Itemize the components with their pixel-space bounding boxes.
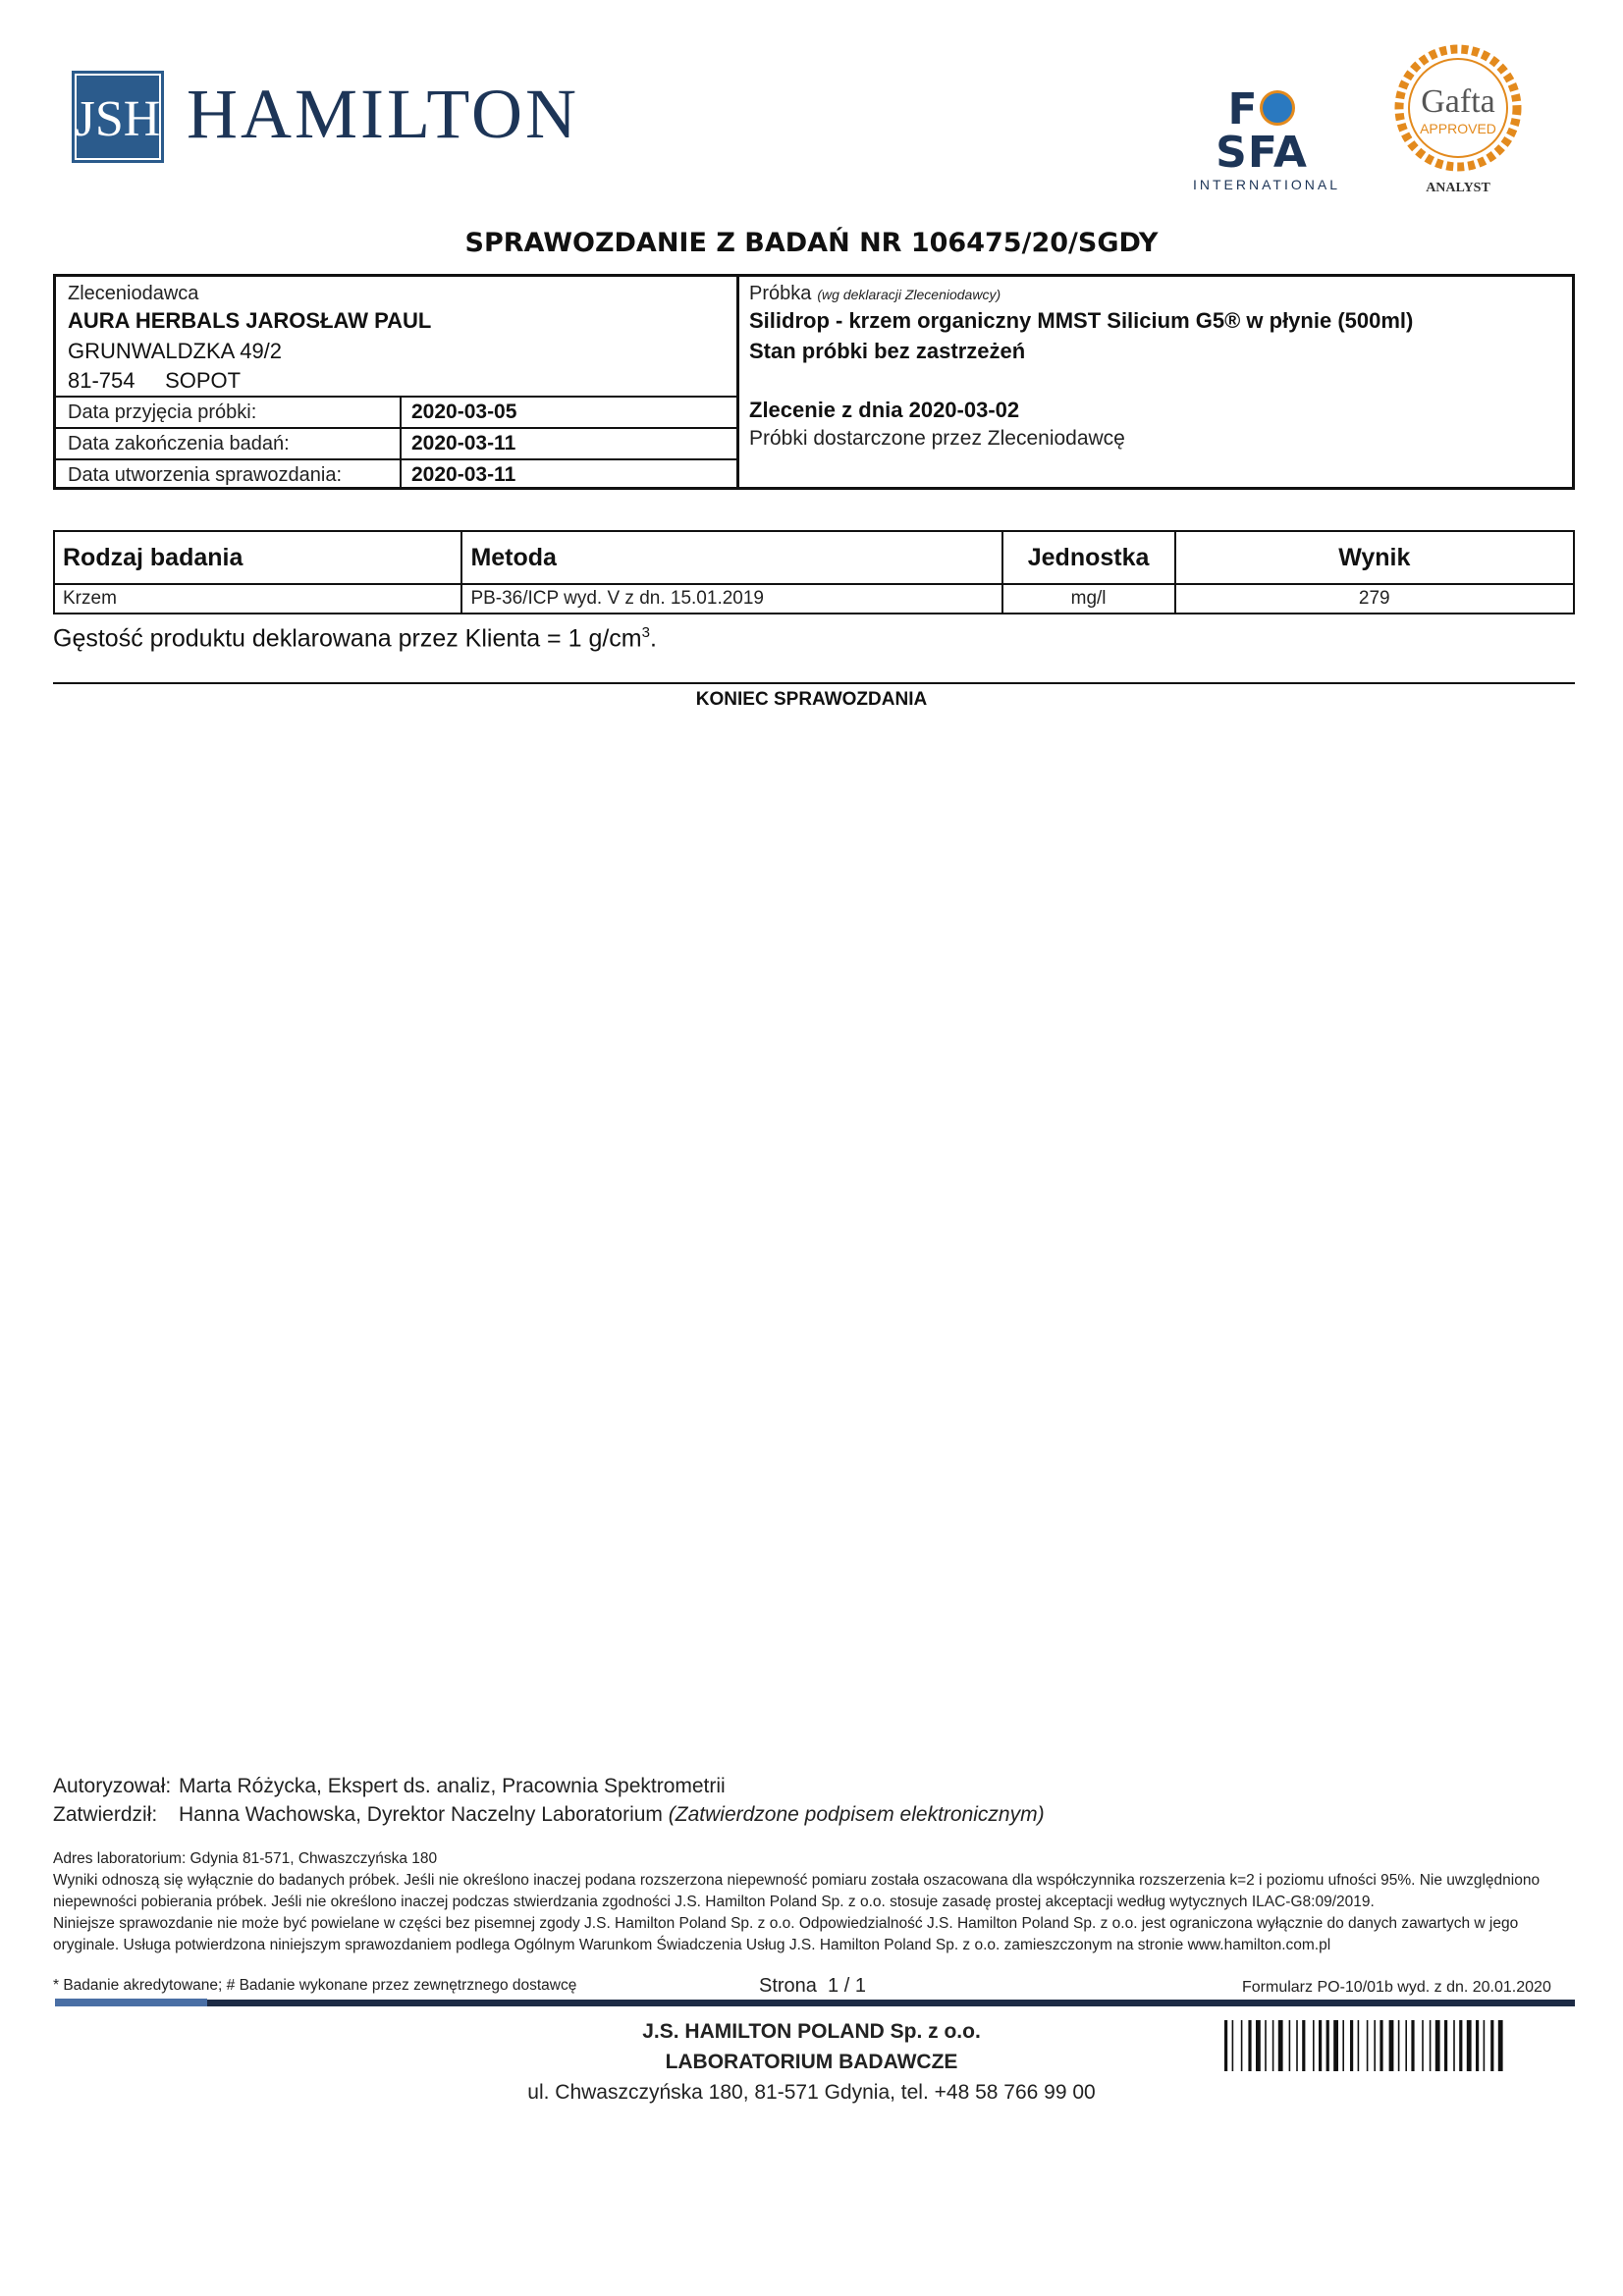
barcode-bar: [1319, 2020, 1322, 2071]
barcode-bar: [1453, 2020, 1455, 2071]
fosfa-logo-subtitle: INTERNATIONAL: [1193, 177, 1340, 192]
barcode-bar: [1498, 2020, 1503, 2071]
barcode-bar: [1476, 2020, 1479, 2071]
approved-by-label: Zatwierdził:: [53, 1803, 158, 1826]
sample-state: Stan próbki bez zastrzeżeń: [749, 339, 1026, 363]
column-header-unit: Jednostka: [1002, 531, 1175, 584]
barcode-bar: [1389, 2020, 1394, 2071]
uncertainty-paragraph: Wyniki odnoszą się wyłącznie do badanych próbek. Jeśli nie określono inaczej podana rozszerzona niepewność pomiaru została oszacowana dla współczynnika rozszerzenia k=2 i poziomu ufności 95%. Nie uwzględniono niepewności pobierania próbek. Jeśli nie określono inaczej podczas stwierdzania zgodności J.S. Hamilton Poland Sp. z o.o. stosuje zasadę prostej akceptacji według wytycznych ILAC-G8:09/2019.: [53, 1872, 1541, 1910]
barcode-bar: [1272, 2020, 1274, 2071]
gafta-text: Gafta: [1421, 83, 1495, 120]
barcode-bar: [1289, 2020, 1291, 2071]
divider: [56, 396, 739, 398]
fine-print: [53, 1848, 1570, 1956]
fosfa-logo: [1193, 84, 1340, 192]
barcode-bar: [1490, 2020, 1493, 2071]
form-number: Formularz PO-10/01b wyd. z dn. 20.01.2020: [1242, 1979, 1551, 1996]
footnote: * Badanie akredytowane; # Badanie wykonane przez zewnętrznego dostawcę: [53, 1977, 577, 1994]
client-street: GRUNWALDZKA 49/2: [68, 339, 283, 363]
test-name-cell: Krzem: [54, 584, 461, 614]
gafta-approved-text: APPROVED: [1420, 121, 1496, 136]
hamilton-logo-icon: [72, 71, 164, 163]
barcode-bar: [1444, 2020, 1447, 2071]
barcode-bar: [1405, 2020, 1407, 2071]
approved-by-value: Hanna Wachowska, Dyrektor Naczelny Laboratorium: [179, 1803, 663, 1826]
divider: [400, 396, 402, 490]
company-name: J.S. HAMILTON POLAND Sp. z o.o.: [642, 2020, 981, 2043]
barcode-bar: [1313, 2020, 1315, 2071]
barcode-bar: [1467, 2020, 1472, 2071]
sample-label-note: (wg deklaracji Zleceniodawcy): [817, 287, 1001, 302]
density-note: [53, 624, 657, 653]
barcode-bar: [1296, 2020, 1298, 2071]
barcode-bar: [1411, 2020, 1414, 2071]
barcode-bar: [1367, 2020, 1369, 2071]
sample-label: Próbka: [749, 283, 812, 304]
barcode-bar: [1342, 2020, 1344, 2071]
company-address: ul. Chwaszczyńska 180, 81-571 Gdynia, tel. +48 58 766 99 00: [527, 2081, 1096, 2104]
date-received-label: Data przyjęcia próbki:: [68, 401, 257, 423]
footer-accent-bar: [55, 1999, 207, 2006]
barcode-bar: [1256, 2020, 1261, 2071]
density-period: .: [649, 624, 657, 653]
brand-name: HAMILTON: [187, 75, 580, 153]
info-divider: [736, 277, 739, 487]
gafta-analyst-text: ANALYST: [1426, 181, 1490, 195]
barcode-bar: [1265, 2020, 1267, 2071]
delivery-note: Próbki dostarczone przez Zleceniodawcę: [749, 427, 1125, 450]
report-title: SPRAWOZDANIE Z BADAŃ NR 106475/20/SGDY: [464, 228, 1159, 258]
density-superscript: 3: [641, 624, 650, 641]
table-row: [54, 584, 1574, 614]
barcode-bar: [1232, 2020, 1234, 2071]
barcode-bar: [1326, 2020, 1329, 2071]
globe-icon: [1260, 90, 1295, 126]
client-name: AURA HERBALS JAROSŁAW PAUL: [68, 308, 432, 333]
method-cell: PB-36/ICP wyd. V z dn. 15.01.2019: [461, 584, 1001, 614]
lab-name: LABORATORIUM BADAWCZE: [665, 2051, 958, 2073]
barcode-bar: [1398, 2020, 1400, 2071]
barcode-bar: [1430, 2020, 1432, 2071]
column-header-test: Rodzaj badania: [54, 531, 461, 584]
barcode-bar: [1435, 2020, 1440, 2071]
sample-label-row: [749, 283, 1001, 305]
column-header-method: Metoda: [461, 531, 1001, 584]
authorized-by-label: Autoryzował:: [53, 1775, 172, 1797]
barcode-bar: [1333, 2020, 1338, 2071]
sample-name: Silidrop - krzem organiczny MMST Silicium G5® w płynie (500ml): [749, 308, 1414, 333]
barcode-bar: [1459, 2020, 1462, 2071]
gafta-logo-icon: [1384, 41, 1532, 198]
footer-bar: [207, 2000, 1575, 2006]
density-text: Gęstość produktu deklarowana przez Klienta = 1 g/cm: [53, 624, 642, 653]
barcode-bar: [1224, 2020, 1227, 2071]
barcode-icon: [1222, 2020, 1561, 2071]
barcode-bar: [1358, 2020, 1360, 2071]
fosfa-logo-text: FSFA: [1216, 84, 1308, 178]
barcode-bar: [1350, 2020, 1353, 2071]
date-received-value: 2020-03-05: [411, 400, 517, 423]
authorized-by-row: [53, 1775, 726, 1798]
approved-by-note: (Zatwierdzone podpisem elektronicznym): [668, 1803, 1045, 1826]
lab-address-line: Adres laboratorium: Gdynia 81-571, Chwaszczyńska 180: [53, 1850, 438, 1867]
date-finished-value: 2020-03-11: [411, 432, 516, 454]
authorized-by-value: Marta Różycka, Ekspert ds. analiz, Pracownia Spektrometrii: [179, 1775, 726, 1797]
unit-cell: mg/l: [1002, 584, 1175, 614]
svg-text:JSH: JSH: [75, 91, 161, 147]
barcode-bar: [1484, 2020, 1486, 2071]
approved-by-row: [53, 1803, 1045, 1827]
report-info-box: [53, 274, 1575, 490]
barcode-bar: [1374, 2020, 1376, 2071]
results-table: [53, 530, 1575, 614]
divider: [56, 458, 739, 460]
date-created-label: Data utworzenia sprawozdania:: [68, 464, 343, 486]
barcode-bar: [1248, 2020, 1251, 2071]
table-header-row: [54, 531, 1574, 584]
barcode-bar: [1422, 2020, 1424, 2071]
column-header-result: Wynik: [1175, 531, 1574, 584]
barcode-bar: [1380, 2020, 1382, 2071]
barcode-bar: [1241, 2020, 1243, 2071]
order-date: Zlecenie z dnia 2020-03-02: [749, 398, 1020, 422]
client-city: 81-754 SOPOT: [68, 368, 242, 393]
end-of-report-label: KONIEC SPRAWOZDANIA: [695, 689, 928, 710]
divider: [56, 427, 739, 429]
date-finished-label: Data zakończenia badań:: [68, 433, 290, 454]
copyright-paragraph: Niniejsze sprawozdanie nie może być powielane w części bez pisemnej zgody J.S. Hamilton Poland Sp. z o.o. Odpowiedzialność J.S. Hamilton Poland Sp. z o.o. jest ograniczona wyłącznie do danych zawartych w jego oryginale. Usługa potwierdzona niniejszym sprawozdaniem podlega Ogólnym Warunkom Świadczenia Usług J.S. Hamilton Poland Sp. z o.o. zamieszczonym na stronie www.hamilton.com.pl: [53, 1915, 1519, 1953]
barcode-bar: [1302, 2020, 1305, 2071]
client-label: Zleceniodawca: [68, 283, 199, 304]
page-number: Strona 1 / 1: [759, 1975, 866, 1997]
barcode-bar: [1278, 2020, 1283, 2071]
result-cell: 279: [1175, 584, 1574, 614]
date-created-value: 2020-03-11: [411, 463, 516, 486]
divider: [53, 682, 1575, 684]
